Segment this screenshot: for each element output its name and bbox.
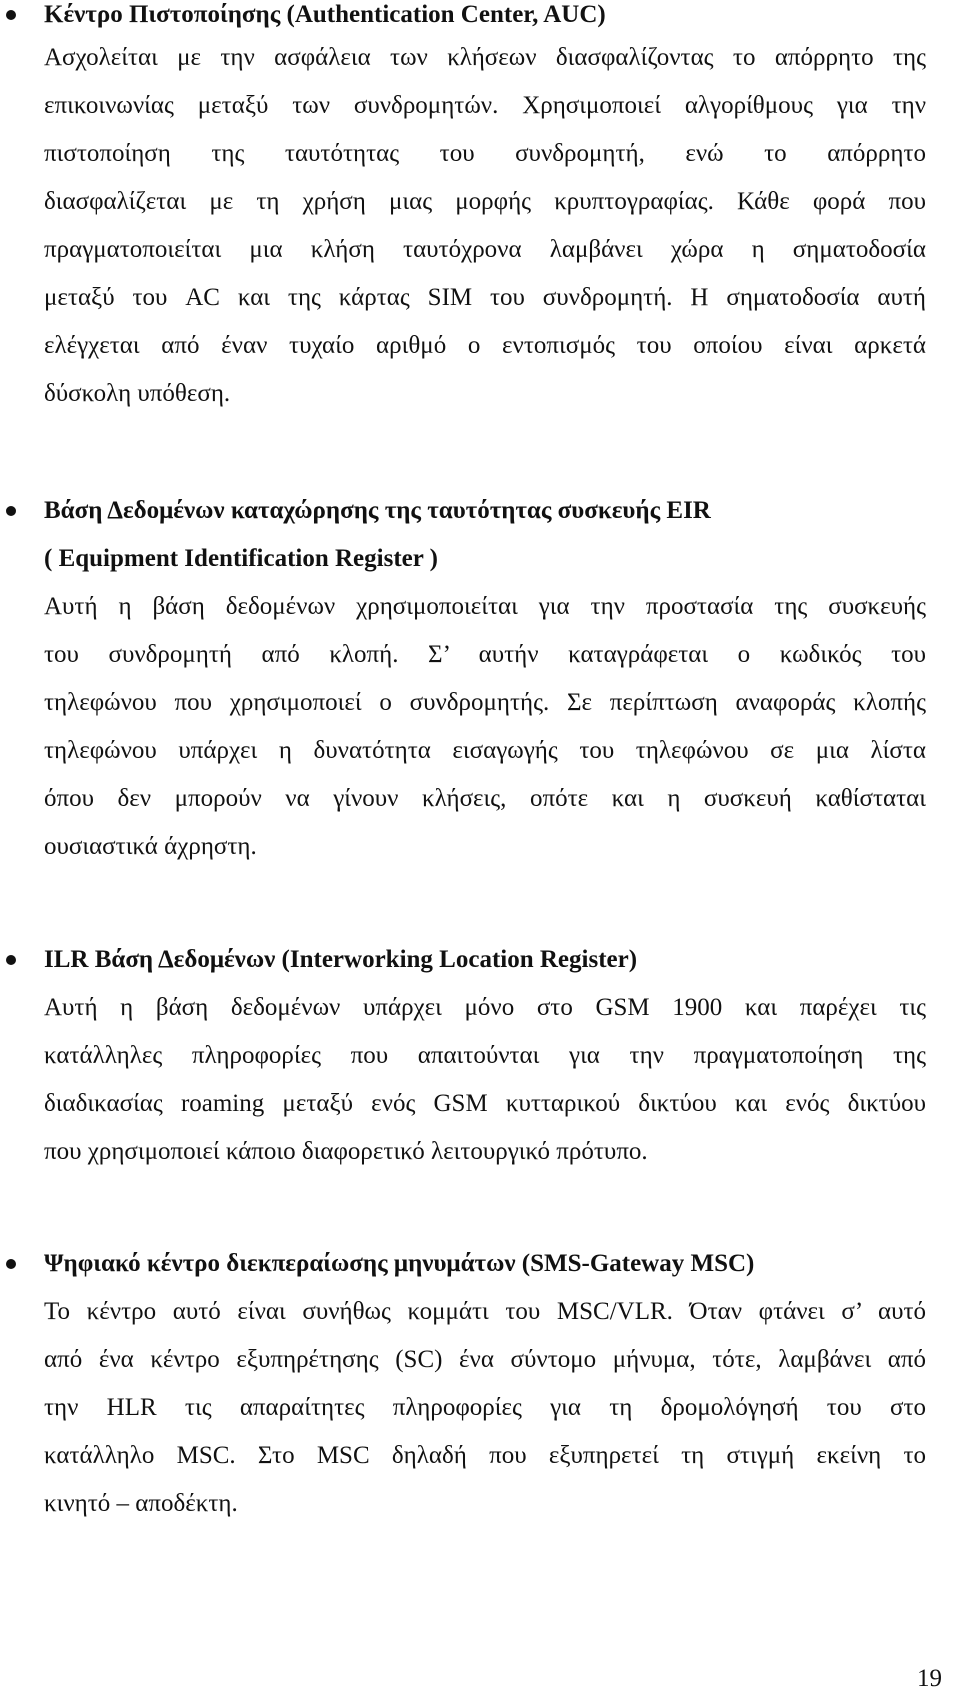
section-heading: ILR Βάση Δεδομένων (Interworking Location Register) bbox=[44, 946, 638, 973]
paragraph-line: ελέγχεται από έναν τυχαίο αριθμό ο εντοπισμός του οποίου είναι αρκετά bbox=[44, 332, 926, 359]
paragraph-line: πιστοποίηση της ταυτότητας του συνδρομητή, ενώ το απόρρητο bbox=[44, 140, 926, 167]
paragraph-line: διασφαλίζεται με τη χρήση μιας μορφής κρυπτογραφίας. Κάθε φορά που bbox=[44, 188, 926, 215]
page-number: 19 bbox=[917, 1665, 942, 1692]
section-subheading: ( Equipment Identification Register ) bbox=[44, 545, 438, 572]
paragraph-line: Αυτή η βάση δεδομένων υπάρχει μόνο στο GSM 1900 και παρέχει τις bbox=[44, 994, 926, 1021]
paragraph-line: την HLR τις απαραίτητες πληροφορίες για τη δρομολόγησή του στο bbox=[44, 1394, 926, 1421]
paragraph-line: Το κέντρο αυτό είναι συνήθως κομμάτι του MSC/VLR. Όταν φτάνει σ’ αυτό bbox=[44, 1298, 926, 1325]
section-heading: Βάση Δεδομένων καταχώρησης της ταυτότητας συσκευής EIR bbox=[44, 497, 711, 524]
bullet-icon bbox=[6, 1259, 16, 1269]
paragraph-line: τηλεφώνου υπάρχει η δυνατότητα εισαγωγής του τηλεφώνου σε μια λίστα bbox=[44, 737, 926, 764]
paragraph-line: ουσιαστικά άχρηστη. bbox=[44, 833, 257, 860]
paragraph-line: πραγματοποιείται μια κλήση ταυτόχρονα λαμβάνει χώρα η σηματοδοσία bbox=[44, 236, 926, 263]
section-heading: Ψηφιακό κέντρο διεκπεραίωσης μηνυμάτων (SMS-Gateway MSC) bbox=[44, 1250, 755, 1277]
bullet-icon bbox=[6, 10, 16, 20]
paragraph-line: τηλεφώνου που χρησιμοποιεί ο συνδρομητής. Σε περίπτωση αναφοράς κλοπής bbox=[44, 689, 926, 716]
paragraph-line: από ένα κέντρο εξυπηρέτησης (SC) ένα σύντομο μήνυμα, τότε, λαμβάνει από bbox=[44, 1346, 926, 1373]
paragraph-line: κινητό – αποδέκτη. bbox=[44, 1490, 238, 1517]
paragraph-line: διαδικασίας roaming μεταξύ ενός GSM κυτταρικού δικτύου και ενός δικτύου bbox=[44, 1090, 926, 1117]
paragraph-line: κατάλληλες πληροφορίες που απαιτούνται για την πραγματοποίηση της bbox=[44, 1042, 926, 1069]
paragraph-line: δύσκολη υπόθεση. bbox=[44, 380, 231, 407]
paragraph-line: μεταξύ του AC και της κάρτας SIM του συνδρομητή. Η σηματοδοσία αυτή bbox=[44, 284, 926, 311]
paragraph-line: όπου δεν μπορούν να γίνουν κλήσεις, οπότε και η συσκευή καθίσταται bbox=[44, 785, 926, 812]
section-heading: Κέντρο Πιστοποίησης (Authentication Center, AUC) bbox=[44, 1, 606, 28]
paragraph-line: κατάλληλο MSC. Στο MSC δηλαδή που εξυπηρετεί τη στιγμή εκείνη το bbox=[44, 1442, 926, 1469]
paragraph-line: του συνδρομητή από κλοπή. Σ’ αυτήν καταγράφεται ο κωδικός του bbox=[44, 641, 926, 668]
bullet-icon bbox=[6, 506, 16, 516]
bullet-icon bbox=[6, 955, 16, 965]
paragraph-line: επικοινωνίας μεταξύ των συνδρομητών. Χρησιμοποιεί αλγορίθμους για την bbox=[44, 92, 926, 119]
paragraph-line: που χρησιμοποιεί κάποιο διαφορετικό λειτουργικό πρότυπο. bbox=[44, 1138, 648, 1165]
paragraph-line: Αυτή η βάση δεδομένων χρησιμοποιείται για την προστασία της συσκευής bbox=[44, 593, 926, 620]
paragraph-line: Ασχολείται με την ασφάλεια των κλήσεων διασφαλίζοντας το απόρρητο της bbox=[44, 44, 926, 71]
